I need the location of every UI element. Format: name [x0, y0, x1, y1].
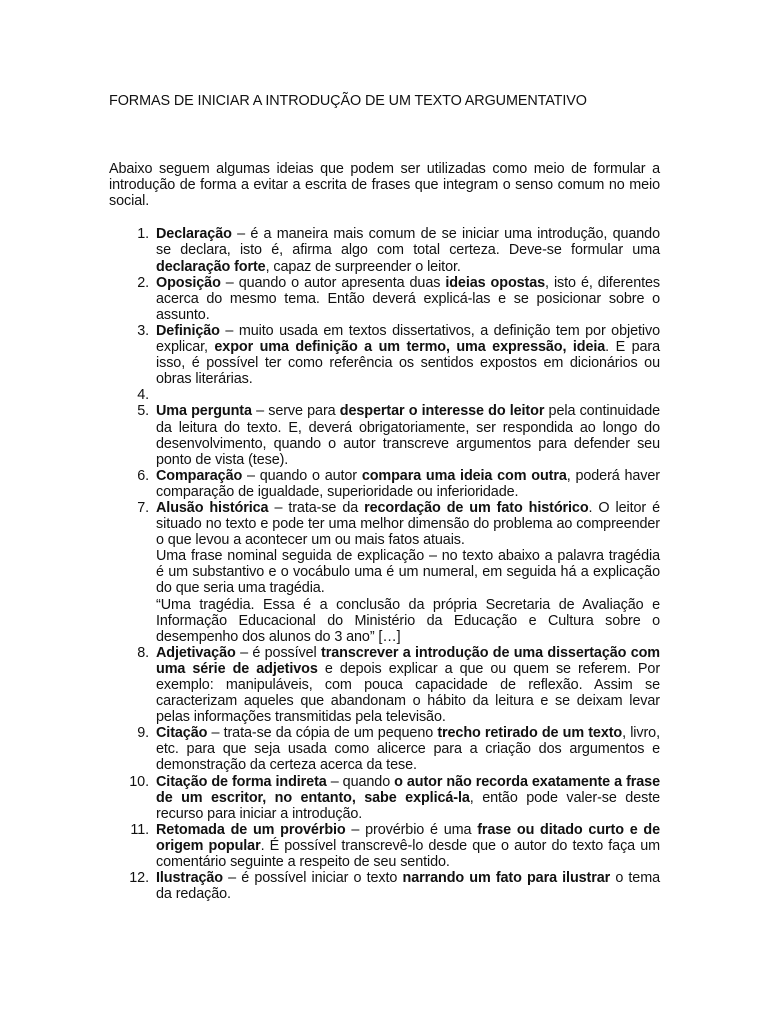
list-item-number: 10.	[129, 773, 149, 790]
body-text: , capaz de surpreender o leitor.	[265, 258, 461, 275]
emphasis-text: narrando um fato para ilustrar	[402, 870, 611, 887]
emphasis-text: Definição	[156, 322, 220, 339]
emphasis-text: recordação de um fato histórico	[364, 499, 589, 516]
list-item	[109, 774, 660, 822]
list-item-text	[156, 468, 660, 500]
list-item	[109, 226, 660, 274]
emphasis-text: Citação	[156, 725, 208, 742]
body-text: pela continuidade da leitura do texto. E, deverá obrigatoriamente, ser respondida ao longo do desenvolvimento, quando o autor transcreve argumentos para defender seu ponto de vista (tese).	[156, 403, 660, 468]
list-item-text	[156, 645, 660, 725]
body-text: . E para isso, é possível ter como referência os sentidos expostos em dicionários ou obras literárias.	[156, 339, 660, 388]
list-item-extra-paragraph: Uma frase nominal seguida de explicação – no texto abaixo a palavra tragédia é um substantivo e o vocábulo uma é um numeral, em seguida há a explicação do que seria uma tragédia.	[156, 548, 660, 597]
emphasis-text: Ilustração	[156, 870, 223, 887]
list-item-number: 5.	[137, 403, 149, 420]
list-item-text	[156, 822, 660, 870]
emphasis-text: transcrever a introdução de uma dissertação com uma série de adjetivos	[156, 644, 660, 677]
body-text: . É possível transcrevê-lo desde que o autor do texto faça um comentário seguinte a respeito de seu sentido.	[156, 837, 660, 871]
emphasis-text: frase ou ditado curto e de origem popular	[156, 821, 660, 854]
body-text: , livro, etc. para que seja usada como alicerce para a criação dos argumentos e demonstração da certeza acerca da tese.	[156, 725, 660, 774]
body-text: . O leitor é situado no texto e pode ter uma melhor dimensão do problema ao compreender o que levou a acontecer um ou mais fatos atuais.	[156, 499, 660, 549]
emphasis-text: Uma pergunta	[156, 403, 252, 420]
body-text: – é possível	[235, 644, 322, 661]
body-text: – provérbio é uma	[345, 821, 478, 838]
list-item	[109, 468, 660, 500]
list-item	[109, 822, 660, 870]
list-item-number: 11.	[130, 821, 149, 838]
list-item-number: 6.	[137, 467, 149, 484]
emphasis-text: Declaração	[156, 226, 232, 243]
body-text: e depois explicar a que ou quem se referem. Por exemplo: manipuláveis, com pouca capacidade de reflexão. Assim se caracterizam aqueles que abandonam o hábito da leitura e se deixam levar pelas informações transmitidas pela televisão.	[156, 660, 661, 726]
emphasis-text: trecho retirado de um texto	[437, 725, 623, 742]
emphasis-text: Adjetivação	[156, 644, 236, 661]
list-item-text	[156, 870, 660, 902]
list-item-number: 9.	[137, 725, 149, 742]
emphasis-text: Retomada de um provérbio	[156, 821, 346, 838]
list-item-number: 4.	[137, 387, 149, 404]
intro-paragraph: Abaixo seguem algumas ideias que podem ser utilizadas como meio de formular a introdução de forma a evitar a escrita de frases que integram o senso comum no meio social.	[109, 161, 660, 210]
list-item-number: 7.	[137, 499, 149, 516]
list-item-extra-paragraph: “Uma tragédia. Essa é a conclusão da própria Secretaria de Avaliação e Informação Educacional do Ministério da Educação e Cultura sobre o desempenho dos alunos do 3 ano” […]	[156, 596, 660, 645]
list-item	[109, 870, 660, 902]
body-text: – quando o autor apresenta duas	[220, 274, 446, 291]
emphasis-text: expor uma definição a um termo, uma expressão, ideia	[214, 339, 606, 356]
body-text: – é possível iniciar o texto	[222, 870, 403, 887]
emphasis-text: declaração forte	[156, 258, 266, 275]
emphasis-text: compara uma ideia com outra	[361, 467, 567, 484]
list-item-text	[156, 323, 660, 387]
list-item-text	[156, 725, 660, 773]
list-item	[109, 275, 660, 323]
list-item	[109, 500, 660, 645]
ideas-list	[109, 226, 660, 902]
list-item-text	[156, 275, 660, 323]
body-text: , então pode valer-se deste recurso para iniciar a introdução.	[156, 789, 660, 822]
list-item-number: 1.	[137, 226, 149, 243]
body-text: – muito usada em textos dissertativos, a definição tem por objetivo explicar,	[156, 322, 660, 356]
body-text: – trata-se da	[268, 499, 365, 516]
body-text: , poderá haver comparação de igualdade, superioridade ou inferioridade.	[156, 467, 660, 500]
body-text: – serve para	[251, 403, 340, 420]
emphasis-text: Alusão histórica	[156, 499, 269, 516]
document-title: FORMAS DE INICIAR A INTRODUÇÃO DE UM TEXTO ARGUMENTATIVO	[109, 93, 587, 109]
list-item-text	[156, 226, 660, 274]
emphasis-text: Oposição	[156, 274, 221, 291]
body-text: – trata-se da cópia de um pequeno	[207, 725, 438, 742]
emphasis-text: o autor não recorda exatamente a frase de um escritor, no entanto, sabe explicá-la	[156, 773, 660, 806]
body-text: – quando	[326, 773, 395, 790]
list-item-number: 12.	[129, 870, 149, 887]
list-item-number: 8.	[137, 644, 149, 661]
list-item-text	[156, 387, 160, 403]
list-item-text	[156, 403, 660, 467]
list-item	[109, 323, 660, 387]
list-item-number: 2.	[137, 274, 149, 291]
emphasis-text: despertar o interesse do leitor	[339, 403, 545, 420]
list-item-number: 3.	[137, 322, 149, 339]
body-text: – é a maneira mais comum de se iniciar uma introdução, quando se declara, isto é, afirma algo com total certeza. Deve-se formular uma	[156, 226, 660, 259]
emphasis-text: ideias opostas	[445, 274, 546, 291]
emphasis-text: Comparação	[156, 467, 243, 484]
list-item	[109, 387, 660, 403]
body-text: o tema da redação.	[156, 870, 660, 903]
list-item-text	[156, 774, 660, 822]
body-text: , isto é, diferentes acerca do mesmo tema. Então deverá explicá-las e se posicionar sobre o assunto.	[156, 274, 660, 323]
body-text: – quando o autor	[242, 467, 362, 484]
list-item	[109, 403, 660, 467]
list-item	[109, 645, 660, 725]
list-item	[109, 725, 660, 773]
list-item-text	[156, 500, 660, 548]
emphasis-text: Citação de forma indireta	[156, 773, 327, 790]
